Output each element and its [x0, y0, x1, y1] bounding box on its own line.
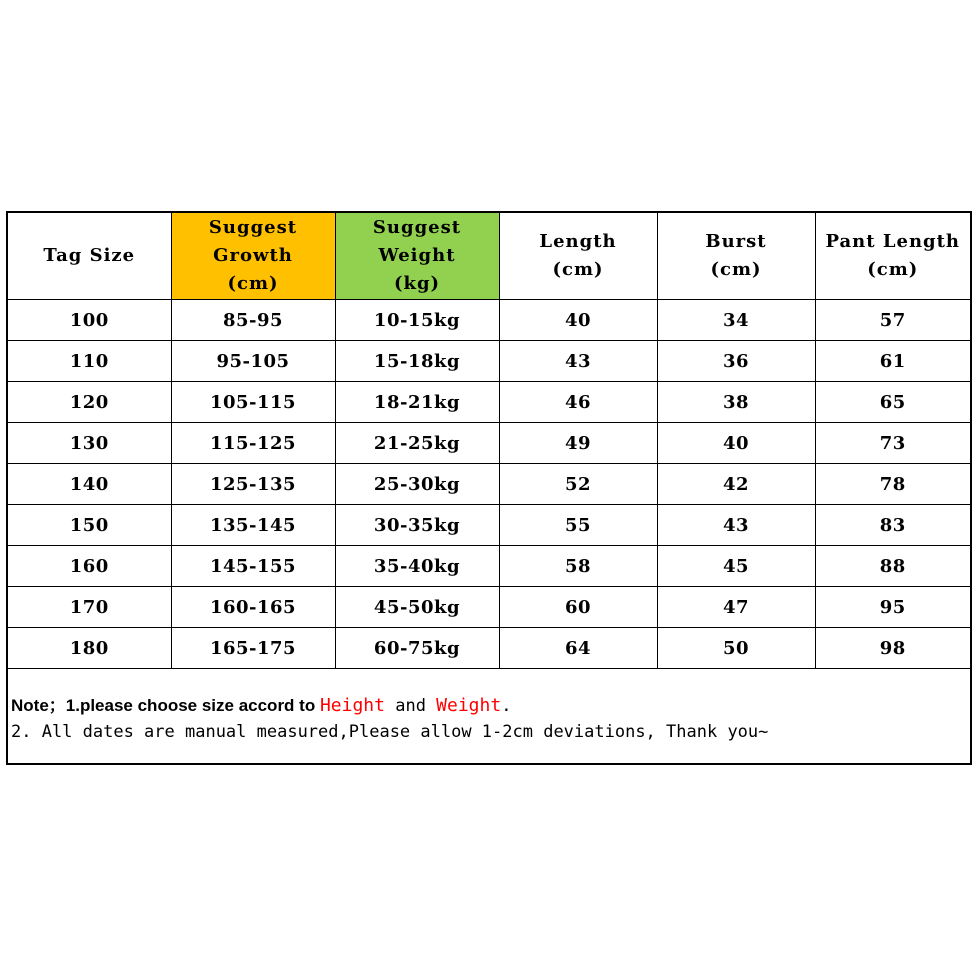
header-suggest-growth [171, 213, 335, 300]
table-row [8, 628, 970, 669]
cell-pant-length: 98 [815, 628, 970, 669]
note-line-2: 2. All dates are manual measured,Please allow 1-2cm deviations, Thank you~ [11, 722, 769, 742]
header-length [499, 213, 657, 300]
header-burst [657, 213, 815, 300]
cell-pant-length: 83 [815, 505, 970, 546]
cell-burst: 40 [657, 423, 815, 464]
cell-weight: 25-30kg [335, 464, 499, 505]
cell-weight: 60-75kg [335, 628, 499, 669]
cell-weight: 15-18kg [335, 341, 499, 382]
cell-weight: 10-15kg [335, 300, 499, 341]
cell-burst: 45 [657, 546, 815, 587]
cell-tag-size: 100 [8, 300, 171, 341]
cell-pant-length: 65 [815, 382, 970, 423]
cell-growth: 125-135 [171, 464, 335, 505]
cell-pant-length: 61 [815, 341, 970, 382]
cell-length: 52 [499, 464, 657, 505]
cell-pant-length: 95 [815, 587, 970, 628]
header-unit: (kg) [393, 273, 441, 294]
header-label: Suggest [372, 217, 462, 238]
cell-burst: 43 [657, 505, 815, 546]
header-tag-size [8, 213, 171, 300]
cell-tag-size: 150 [8, 505, 171, 546]
table-row [8, 546, 970, 587]
header-label: Tag Size [43, 245, 136, 266]
cell-tag-size: 130 [8, 423, 171, 464]
header-label: Weight [378, 245, 456, 266]
table-row [8, 464, 970, 505]
header-label: Suggest [208, 217, 298, 238]
cell-tag-size: 180 [8, 628, 171, 669]
cell-length: 60 [499, 587, 657, 628]
cell-length: 49 [499, 423, 657, 464]
table-row [8, 300, 970, 341]
cell-pant-length: 57 [815, 300, 970, 341]
note-line-1 [11, 693, 961, 719]
cell-growth: 165-175 [171, 628, 335, 669]
note-and: and [384, 696, 437, 716]
header-pant-length [815, 213, 970, 300]
header-label: Length [539, 231, 617, 252]
header-label: Growth [213, 245, 293, 266]
size-table [8, 213, 970, 669]
header-row [8, 213, 970, 300]
cell-weight: 35-40kg [335, 546, 499, 587]
cell-burst: 50 [657, 628, 815, 669]
cell-weight: 21-25kg [335, 423, 499, 464]
cell-weight: 18-21kg [335, 382, 499, 423]
cell-length: 55 [499, 505, 657, 546]
cell-burst: 47 [657, 587, 815, 628]
cell-length: 40 [499, 300, 657, 341]
table-row [8, 505, 970, 546]
cell-weight: 45-50kg [335, 587, 499, 628]
header-label: Burst [705, 231, 767, 252]
cell-length: 46 [499, 382, 657, 423]
cell-growth: 145-155 [171, 546, 335, 587]
cell-tag-size: 110 [8, 341, 171, 382]
note-prefix: Note；1.please choose size accord to [11, 696, 320, 715]
cell-growth: 95-105 [171, 341, 335, 382]
table-row [8, 341, 970, 382]
cell-length: 43 [499, 341, 657, 382]
note-weight-highlight: Weight [436, 695, 502, 716]
cell-tag-size: 140 [8, 464, 171, 505]
cell-length: 64 [499, 628, 657, 669]
note-height-highlight: Height [319, 695, 385, 716]
note-block [11, 693, 961, 745]
table-row [8, 382, 970, 423]
cell-pant-length: 88 [815, 546, 970, 587]
cell-pant-length: 73 [815, 423, 970, 464]
cell-growth: 160-165 [171, 587, 335, 628]
header-unit: (cm) [552, 259, 604, 280]
header-unit: (cm) [227, 273, 279, 294]
cell-burst: 38 [657, 382, 815, 423]
header-label: Pant Length [825, 231, 961, 252]
cell-growth: 115-125 [171, 423, 335, 464]
header-suggest-weight [335, 213, 499, 300]
cell-length: 58 [499, 546, 657, 587]
header-unit: (cm) [710, 259, 762, 280]
cell-tag-size: 170 [8, 587, 171, 628]
cell-burst: 36 [657, 341, 815, 382]
table-row [8, 587, 970, 628]
cell-burst: 34 [657, 300, 815, 341]
cell-growth: 135-145 [171, 505, 335, 546]
table-row [8, 423, 970, 464]
cell-growth: 105-115 [171, 382, 335, 423]
cell-tag-size: 160 [8, 546, 171, 587]
cell-burst: 42 [657, 464, 815, 505]
cell-tag-size: 120 [8, 382, 171, 423]
cell-weight: 30-35kg [335, 505, 499, 546]
note-period: . [501, 696, 512, 716]
header-unit: (cm) [867, 259, 919, 280]
cell-pant-length: 78 [815, 464, 970, 505]
size-chart [6, 211, 972, 765]
cell-growth: 85-95 [171, 300, 335, 341]
